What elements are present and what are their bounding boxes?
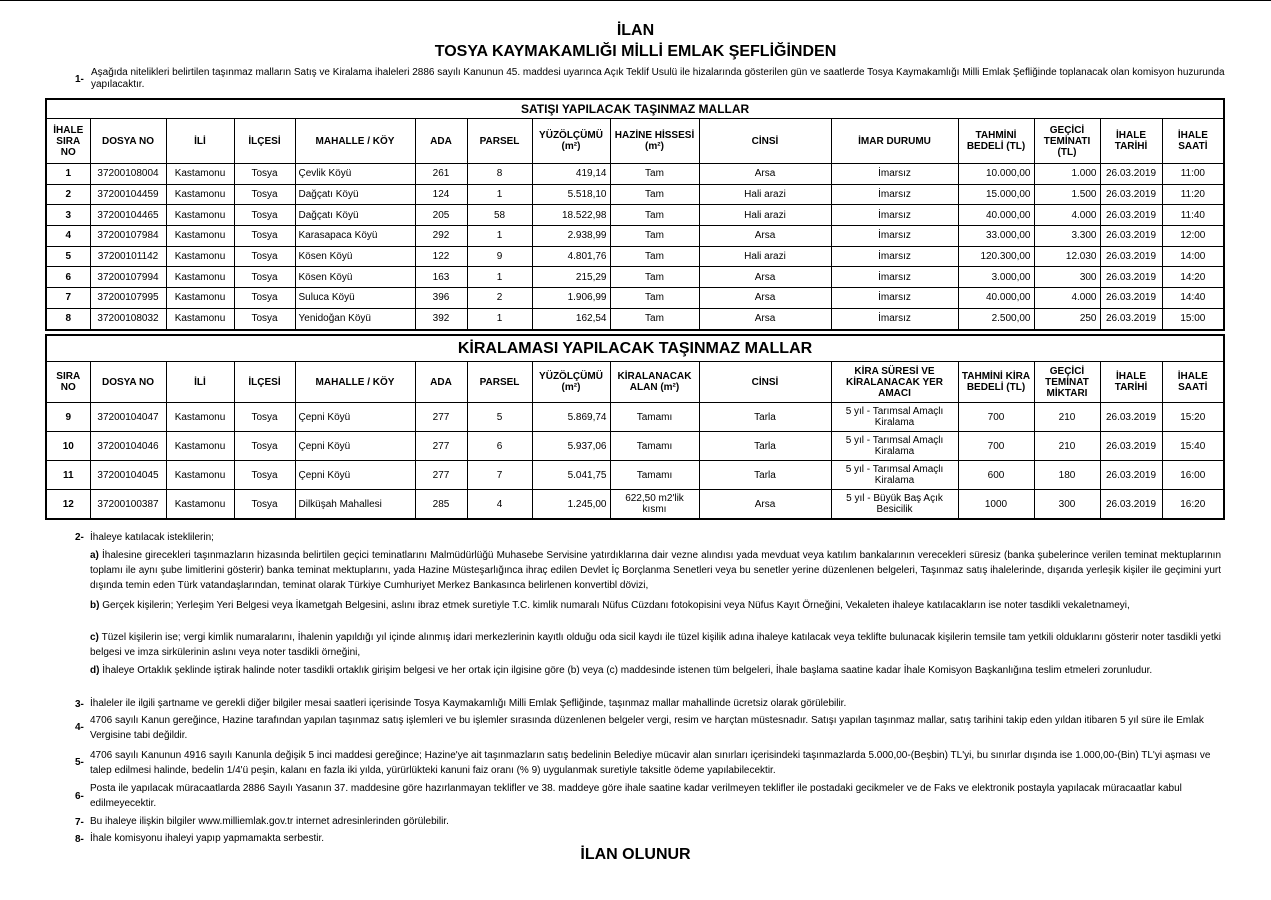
clause-text: Aşağıda nitelikleri belirtilen taşınmaz malların Satış ve Kiralama ihaleleri 2886 sayılı Kanunun 45. maddesi uyarınca Açık Teklif Usulü ile hizalarında gösterilen gün ve saatlerde Tosya Kaymakamlığı Milli Emlak Şefliğinde toplanacak olan komisyon huzurunda yapılacaktır. — [91, 67, 1225, 90]
cell-bedel: 40.000,00 — [958, 205, 1034, 226]
cell-ilce: Tosya — [234, 184, 295, 205]
cell-ada: 396 — [415, 288, 467, 309]
cell-ada: 277 — [415, 432, 467, 461]
clause-number: 1- — [75, 74, 84, 85]
cell-parsel: 4 — [467, 490, 532, 520]
clause-2-intro: İhaleye katılacak isteklilerin; — [90, 532, 214, 543]
cell-ilce: Tosya — [234, 403, 295, 432]
clause-5-text: 4706 sayılı Kanunun 4916 sayılı Kanunla değişik 5 inci maddesi gereğince; Hazine'ye ait taşınmazların satış bedelinin Belediye mücavir alan sınırları içerisindeki taşınmazlarda 5.000,00-(Beşbin) TL'yi, bu sınırlar dışında ise 1.000,00-(Bin) TL'yi aşması ve talep edilmesi halinde, bedelin 1/4'ü peşin, kalanı en fazla iki yılda, yürürlükteki kanuni faiz oranı (% 9) uygulanmak suretiyle taksitle ödeme yapılabilecektir. — [90, 750, 1211, 776]
cell-imar: İmarsız — [831, 288, 958, 309]
cell-teminat: 1.500 — [1034, 184, 1100, 205]
table-row — [46, 288, 1224, 309]
page-title: İLAN — [616, 22, 655, 39]
cell-bedel: 15.000,00 — [958, 184, 1034, 205]
sale-header-cinsi: CİNSİ — [699, 119, 831, 164]
cell-yuzolcumu: 5.869,74 — [532, 403, 610, 432]
cell-dosya-no: 37200104047 — [90, 403, 166, 432]
rent-header-teminat: GEÇİCİ TEMİNAT MİKTARI — [1034, 362, 1100, 403]
rent-header-ihale-saati: İHALE SAATİ — [1162, 362, 1224, 403]
cell-imar: 5 yıl - Tarımsal Amaçlı Kiralama — [831, 432, 958, 461]
table-row — [46, 267, 1224, 288]
rent-header-sira-no: SIRA NO — [46, 362, 90, 403]
rent-header-row — [46, 362, 1224, 403]
cell-mahalle-koy: Dilküşah Mahallesi — [295, 490, 415, 520]
cell-imar: 5 yıl - Tarımsal Amaçlı Kiralama — [831, 461, 958, 490]
cell-il: Kastamonu — [166, 205, 234, 226]
cell-mahalle-koy: Kösen Köyü — [295, 246, 415, 267]
cell-bedel: 120.300,00 — [958, 246, 1034, 267]
cell-ada: 122 — [415, 246, 467, 267]
cell-sira-no: 6 — [46, 267, 90, 288]
clause-2b — [90, 598, 1221, 613]
rent-header-mahalle-koy: MAHALLE / KÖY — [295, 362, 415, 403]
cell-hisse: Tam — [610, 267, 699, 288]
top-border — [0, 0, 1271, 1]
clause-4-text: 4706 sayılı Kanun gereğince, Hazine tarafından yapılan taşınmaz satış işlemleri ve bu işlemler sırasında düzenlenen belgeler vergi, resim ve harçtan müstesnadır. Satışı yapılan taşınmaz mallar, satış tarihini takip eden yıldan itibaren 5 yıl süre ile Emlak Vergisine tabi değildir. — [90, 715, 1204, 741]
sale-header-imar: İMAR DURUMU — [831, 119, 958, 164]
cell-yuzolcumu: 215,29 — [532, 267, 610, 288]
cell-bedel: 33.000,00 — [958, 226, 1034, 247]
cell-dosya-no: 37200107984 — [90, 226, 166, 247]
sale-header-hisse: HAZİNE HİSSESİ (m²) — [610, 119, 699, 164]
cell-imar: İmarsız — [831, 267, 958, 288]
cell-ihale-tarihi: 26.03.2019 — [1100, 308, 1162, 329]
cell-il: Kastamonu — [166, 461, 234, 490]
clause-3-number: 3- — [75, 699, 84, 710]
cell-mahalle-koy: Çepni Köyü — [295, 432, 415, 461]
cell-teminat: 300 — [1034, 267, 1100, 288]
cell-imar: 5 yıl - Büyük Baş Açık Besicilik — [831, 490, 958, 520]
table-row — [46, 403, 1224, 432]
cell-cinsi: Tarla — [699, 403, 831, 432]
cell-dosya-no: 37200101142 — [90, 246, 166, 267]
cell-bedel: 3.000,00 — [958, 267, 1034, 288]
cell-ihale-tarihi: 26.03.2019 — [1100, 226, 1162, 247]
table-row — [46, 490, 1224, 520]
cell-teminat: 1.000 — [1034, 164, 1100, 185]
cell-sira-no: 4 — [46, 226, 90, 247]
cell-ihale-tarihi: 26.03.2019 — [1100, 246, 1162, 267]
cell-teminat: 3.300 — [1034, 226, 1100, 247]
cell-teminat: 4.000 — [1034, 288, 1100, 309]
cell-hisse: Tam — [610, 246, 699, 267]
cell-mahalle-koy: Dağçatı Köyü — [295, 184, 415, 205]
cell-ihale-tarihi: 26.03.2019 — [1100, 490, 1162, 520]
clause-2d — [90, 663, 1221, 678]
cell-parsel: 58 — [467, 205, 532, 226]
clause-2c-text: Tüzel kişilerin ise; vergi kimlik numaralarını, İhalenin yapıldığı yıl içinde alınmış idari merkezlerinin kayıtlı olduğu oda sicil kaydı ile tüzel kişilik adına ihaleye katılacak veya teklifte bulunacak kişilerin temsile tam yetkili olduklarını gösterir noter tasdikli yetki belgesi ve imza sirkülerinin aslını veya noter tasdikli örneğini, — [90, 632, 1221, 658]
cell-il: Kastamonu — [166, 288, 234, 309]
clause-2a — [90, 548, 1221, 593]
cell-ilce: Tosya — [234, 490, 295, 520]
cell-mahalle-koy: Çevlik Köyü — [295, 164, 415, 185]
cell-ilce: Tosya — [234, 205, 295, 226]
cell-sira-no: 12 — [46, 490, 90, 520]
sale-header-ada: ADA — [415, 119, 467, 164]
cell-cinsi: Hali arazi — [699, 205, 831, 226]
cell-ihale-saati: 14:20 — [1162, 267, 1224, 288]
table-row — [46, 205, 1224, 226]
cell-ilce: Tosya — [234, 288, 295, 309]
cell-bedel: 600 — [958, 461, 1034, 490]
clause-2d-text: İhaleye Ortaklık şeklinde iştirak halinde noter tasdikli ortaklık girişim belgesi ve her ortak için ilgisine göre (b) veya (c) maddesinde istenen tüm belgeleri, İhale başlama saatine kadar İhale Komisyon Başkanlığına teslim etmeleri zorunludur. — [102, 665, 1153, 676]
cell-ihale-tarihi: 26.03.2019 — [1100, 205, 1162, 226]
sale-section-title: SATIŞI YAPILACAK TAŞINMAZ MALLAR — [46, 99, 1224, 119]
cell-hisse: Tamamı — [610, 403, 699, 432]
clause-2a-text: İhalesine girecekleri taşınmazların hizasında belirtilen geçici teminatlarını Malmüdürlüğü Muhasebe Servisine yatırdıklarına dair vezne alındısı yada mevduat veya katılım bankalarının verecekleri süresiz (banka şubelerince verilen teminat mektuplarının toplamı ile aynı şube limitlerini gösterir) banka teminat mektuplarını, yada Hazine Müsteşarlığınca ihraç edilen Devlet İç Borçlanma Senetleri veya bu senetler yerine düzenlenen belgeleri, Taşınmaz satış ihalelerinde, dışarıda yerleşik kişiler ile geçimini yurt dışında temin eden Türk vatandaşlarından, teminat olarak Türkiye Cumhuriyet Merkez Bankasınca belirlenen konvertibl dövizi, — [90, 550, 1222, 591]
cell-hisse: 622,50 m2'lik kısmı — [610, 490, 699, 520]
cell-parsel: 1 — [467, 184, 532, 205]
rent-header-ihale-tarihi: İHALE TARİHİ — [1100, 362, 1162, 403]
cell-ihale-saati: 15:20 — [1162, 403, 1224, 432]
cell-teminat: 4.000 — [1034, 205, 1100, 226]
sale-header-row — [46, 119, 1224, 164]
cell-ihale-saati: 14:00 — [1162, 246, 1224, 267]
rent-header-yuzolcumu: YÜZÖLÇÜMÜ (m²) — [532, 362, 610, 403]
cell-yuzolcumu: 18.522,98 — [532, 205, 610, 226]
clause-2-number: 2- — [75, 532, 84, 543]
cell-imar: İmarsız — [831, 226, 958, 247]
cell-ada: 285 — [415, 490, 467, 520]
clause-8-text: İhale komisyonu ihaleyi yapıp yapmamakta serbestir. — [90, 833, 325, 844]
cell-dosya-no: 37200104465 — [90, 205, 166, 226]
sale-header-teminat: GEÇİCİ TEMİNATI (TL) — [1034, 119, 1100, 164]
cell-teminat: 210 — [1034, 432, 1100, 461]
cell-bedel: 700 — [958, 432, 1034, 461]
cell-ilce: Tosya — [234, 432, 295, 461]
cell-parsel: 1 — [467, 308, 532, 329]
cell-ihale-saati: 16:00 — [1162, 461, 1224, 490]
cell-yuzolcumu: 5.937,06 — [532, 432, 610, 461]
cell-cinsi: Arsa — [699, 267, 831, 288]
table-row — [46, 246, 1224, 267]
cell-imar: İmarsız — [831, 164, 958, 185]
cell-hisse: Tam — [610, 288, 699, 309]
cell-mahalle-koy: Kösen Köyü — [295, 267, 415, 288]
cell-parsel: 6 — [467, 432, 532, 461]
cell-il: Kastamonu — [166, 246, 234, 267]
clause-8-number: 8- — [75, 834, 84, 845]
cell-il: Kastamonu — [166, 184, 234, 205]
cell-imar: İmarsız — [831, 205, 958, 226]
cell-sira-no: 1 — [46, 164, 90, 185]
cell-parsel: 5 — [467, 403, 532, 432]
cell-parsel: 7 — [467, 461, 532, 490]
cell-teminat: 300 — [1034, 490, 1100, 520]
sale-header-ihale-saati: İHALE SAATİ — [1162, 119, 1224, 164]
sale-header-yuzolcumu: YÜZÖLÇÜMÜ (m²) — [532, 119, 610, 164]
clause-2d-label: d) — [90, 665, 100, 676]
cell-cinsi: Arsa — [699, 226, 831, 247]
sale-header-dosya-no: DOSYA NO — [90, 119, 166, 164]
cell-mahalle-koy: Yenidoğan Köyü — [295, 308, 415, 329]
cell-mahalle-koy: Karasapaca Köyü — [295, 226, 415, 247]
sale-header-sira-no: İHALE SIRA NO — [46, 119, 90, 164]
sale-header-parsel: PARSEL — [467, 119, 532, 164]
cell-cinsi: Arsa — [699, 288, 831, 309]
cell-il: Kastamonu — [166, 308, 234, 329]
cell-yuzolcumu: 162,54 — [532, 308, 610, 329]
cell-dosya-no: 37200107994 — [90, 267, 166, 288]
cell-bedel: 700 — [958, 403, 1034, 432]
cell-dosya-no: 37200100387 — [90, 490, 166, 520]
table-row — [46, 432, 1224, 461]
clause-4-number: 4- — [75, 722, 84, 733]
cell-mahalle-koy: Dağçatı Köyü — [295, 205, 415, 226]
cell-hisse: Tam — [610, 184, 699, 205]
cell-parsel: 1 — [467, 226, 532, 247]
cell-hisse: Tam — [610, 164, 699, 185]
rent-header-bedel: TAHMİNİ KİRA BEDELİ (TL) — [958, 362, 1034, 403]
cell-ada: 163 — [415, 267, 467, 288]
cell-il: Kastamonu — [166, 490, 234, 520]
cell-parsel: 1 — [467, 267, 532, 288]
rent-header-parsel: PARSEL — [467, 362, 532, 403]
cell-cinsi: Arsa — [699, 308, 831, 329]
cell-yuzolcumu: 5.041,75 — [532, 461, 610, 490]
table-row — [46, 461, 1224, 490]
cell-sira-no: 8 — [46, 308, 90, 329]
cell-teminat: 180 — [1034, 461, 1100, 490]
cell-ihale-saati: 12:00 — [1162, 226, 1224, 247]
cell-teminat: 250 — [1034, 308, 1100, 329]
cell-hisse: Tam — [610, 308, 699, 329]
cell-ihale-tarihi: 26.03.2019 — [1100, 288, 1162, 309]
sale-header-ihale-tarihi: İHALE TARİHİ — [1100, 119, 1162, 164]
cell-cinsi: Tarla — [699, 432, 831, 461]
sale-header-ilce: İLÇESİ — [234, 119, 295, 164]
cell-cinsi: Hali arazi — [699, 246, 831, 267]
cell-ihale-tarihi: 26.03.2019 — [1100, 184, 1162, 205]
rent-header-imar: KİRA SÜRESİ VE KİRALANACAK YER AMACI — [831, 362, 958, 403]
cell-ihale-saati: 14:40 — [1162, 288, 1224, 309]
cell-imar: İmarsız — [831, 246, 958, 267]
table-row — [46, 164, 1224, 185]
cell-ihale-tarihi: 26.03.2019 — [1100, 267, 1162, 288]
cell-ihale-tarihi: 26.03.2019 — [1100, 164, 1162, 185]
cell-imar: İmarsız — [831, 184, 958, 205]
clause-2a-label: a) — [90, 550, 99, 561]
cell-ada: 292 — [415, 226, 467, 247]
rent-table — [45, 334, 1225, 520]
clause-2c — [90, 630, 1221, 660]
cell-sira-no: 3 — [46, 205, 90, 226]
cell-yuzolcumu: 5.518,10 — [532, 184, 610, 205]
cell-dosya-no: 37200104459 — [90, 184, 166, 205]
cell-dosya-no: 37200108032 — [90, 308, 166, 329]
cell-dosya-no: 37200104046 — [90, 432, 166, 461]
table-row — [46, 308, 1224, 329]
cell-cinsi: Tarla — [699, 461, 831, 490]
sale-header-bedel: TAHMİNİ BEDELİ (TL) — [958, 119, 1034, 164]
cell-hisse: Tam — [610, 205, 699, 226]
cell-ihale-tarihi: 26.03.2019 — [1100, 432, 1162, 461]
sale-table — [45, 98, 1225, 331]
cell-ada: 277 — [415, 461, 467, 490]
cell-yuzolcumu: 1.245,00 — [532, 490, 610, 520]
cell-ilce: Tosya — [234, 164, 295, 185]
cell-mahalle-koy: Çepni Köyü — [295, 461, 415, 490]
cell-bedel: 2.500,00 — [958, 308, 1034, 329]
clause-6-text: Posta ile yapılacak müracaatlarda 2886 Sayılı Yasanın 37. maddesine göre hazırlanmayan teklifler ve 38. maddeye göre ihale saatine kadar verilmeyen teklifler ile postadaki gecikmeler ve de Faks ve elektronik postayla yapılacak müracaatlar kabul edilmeyecektir. — [90, 783, 1182, 809]
cell-parsel: 2 — [467, 288, 532, 309]
cell-imar: 5 yıl - Tarımsal Amaçlı Kiralama — [831, 403, 958, 432]
table-row — [46, 226, 1224, 247]
cell-ihale-saati: 11:00 — [1162, 164, 1224, 185]
cell-sira-no: 7 — [46, 288, 90, 309]
rent-section-title: KİRALAMASI YAPILACAK TAŞINMAZ MALLAR — [46, 335, 1224, 362]
cell-ihale-saati: 11:20 — [1162, 184, 1224, 205]
clause-2b-text: Gerçek kişilerin; Yerleşim Yeri Belgesi veya İkametgah Belgesini, aslını ibraz etmek suretiyle T.C. kimlik numaralı Nüfus Cüzdanı fotokopisini veya Nüfus Kayıt Örneğini, Vekaleten ihaleye katılacakların ise noter tasdikli vekaletnameyi, — [102, 600, 1130, 611]
cell-sira-no: 10 — [46, 432, 90, 461]
cell-ihale-saati: 15:00 — [1162, 308, 1224, 329]
cell-ilce: Tosya — [234, 461, 295, 490]
cell-sira-no: 5 — [46, 246, 90, 267]
cell-hisse: Tamamı — [610, 432, 699, 461]
cell-teminat: 12.030 — [1034, 246, 1100, 267]
rent-header-ilce: İLÇESİ — [234, 362, 295, 403]
cell-dosya-no: 37200107995 — [90, 288, 166, 309]
cell-ihale-tarihi: 26.03.2019 — [1100, 461, 1162, 490]
sale-header-mahalle-koy: MAHALLE / KÖY — [295, 119, 415, 164]
table-row — [46, 184, 1224, 205]
cell-bedel: 10.000,00 — [958, 164, 1034, 185]
page-subtitle: TOSYA KAYMAKAMLIĞI MİLLİ EMLAK ŞEFLİĞİNDEN — [434, 43, 837, 60]
clause-1 — [75, 67, 1225, 93]
cell-parsel: 9 — [467, 246, 532, 267]
clause-7-text: Bu ihaleye ilişkin bilgiler www.milliemlak.gov.tr internet adresinlerinden görülebilir. — [90, 816, 449, 827]
cell-ilce: Tosya — [234, 226, 295, 247]
cell-ihale-saati: 15:40 — [1162, 432, 1224, 461]
cell-yuzolcumu: 419,14 — [532, 164, 610, 185]
cell-ilce: Tosya — [234, 246, 295, 267]
cell-hisse: Tam — [610, 226, 699, 247]
cell-bedel: 40.000,00 — [958, 288, 1034, 309]
cell-bedel: 1000 — [958, 490, 1034, 520]
cell-sira-no: 9 — [46, 403, 90, 432]
closing-statement: İLAN OLUNUR — [580, 846, 691, 863]
rent-header-dosya-no: DOSYA NO — [90, 362, 166, 403]
clause-5-number: 5- — [75, 757, 84, 768]
cell-cinsi: Arsa — [699, 490, 831, 520]
cell-yuzolcumu: 2.938,99 — [532, 226, 610, 247]
cell-ada: 124 — [415, 184, 467, 205]
rent-header-cinsi: CİNSİ — [699, 362, 831, 403]
cell-ada: 392 — [415, 308, 467, 329]
cell-ihale-saati: 11:40 — [1162, 205, 1224, 226]
cell-il: Kastamonu — [166, 226, 234, 247]
cell-yuzolcumu: 1.906,99 — [532, 288, 610, 309]
cell-parsel: 8 — [467, 164, 532, 185]
cell-ihale-saati: 16:20 — [1162, 490, 1224, 520]
rent-header-hisse: KİRALANACAK ALAN (m²) — [610, 362, 699, 403]
cell-il: Kastamonu — [166, 267, 234, 288]
clause-3-text: İhaleler ile ilgili şartname ve gerekli diğer bilgiler mesai saatleri içerisinde Tosya Kaymakamlığı Milli Emlak Şefliğinde, taşınmaz mallar mahallinde ücretsiz olarak görülebilir. — [90, 698, 847, 709]
cell-cinsi: Arsa — [699, 164, 831, 185]
cell-dosya-no: 37200104045 — [90, 461, 166, 490]
cell-ada: 261 — [415, 164, 467, 185]
cell-cinsi: Hali arazi — [699, 184, 831, 205]
cell-mahalle-koy: Çepni Köyü — [295, 403, 415, 432]
cell-sira-no: 2 — [46, 184, 90, 205]
cell-il: Kastamonu — [166, 432, 234, 461]
cell-mahalle-koy: Suluca Köyü — [295, 288, 415, 309]
cell-ada: 277 — [415, 403, 467, 432]
clause-2c-label: c) — [90, 632, 99, 643]
cell-yuzolcumu: 4.801,76 — [532, 246, 610, 267]
clause-7-number: 7- — [75, 817, 84, 828]
rent-header-il: İLİ — [166, 362, 234, 403]
rent-header-ada: ADA — [415, 362, 467, 403]
cell-ihale-tarihi: 26.03.2019 — [1100, 403, 1162, 432]
cell-imar: İmarsız — [831, 308, 958, 329]
cell-hisse: Tamamı — [610, 461, 699, 490]
cell-ilce: Tosya — [234, 308, 295, 329]
sale-header-il: İLİ — [166, 119, 234, 164]
cell-ada: 205 — [415, 205, 467, 226]
cell-dosya-no: 37200108004 — [90, 164, 166, 185]
cell-teminat: 210 — [1034, 403, 1100, 432]
cell-il: Kastamonu — [166, 164, 234, 185]
cell-ilce: Tosya — [234, 267, 295, 288]
clause-2b-label: b) — [90, 600, 100, 611]
clause-6-number: 6- — [75, 791, 84, 802]
cell-il: Kastamonu — [166, 403, 234, 432]
cell-sira-no: 11 — [46, 461, 90, 490]
